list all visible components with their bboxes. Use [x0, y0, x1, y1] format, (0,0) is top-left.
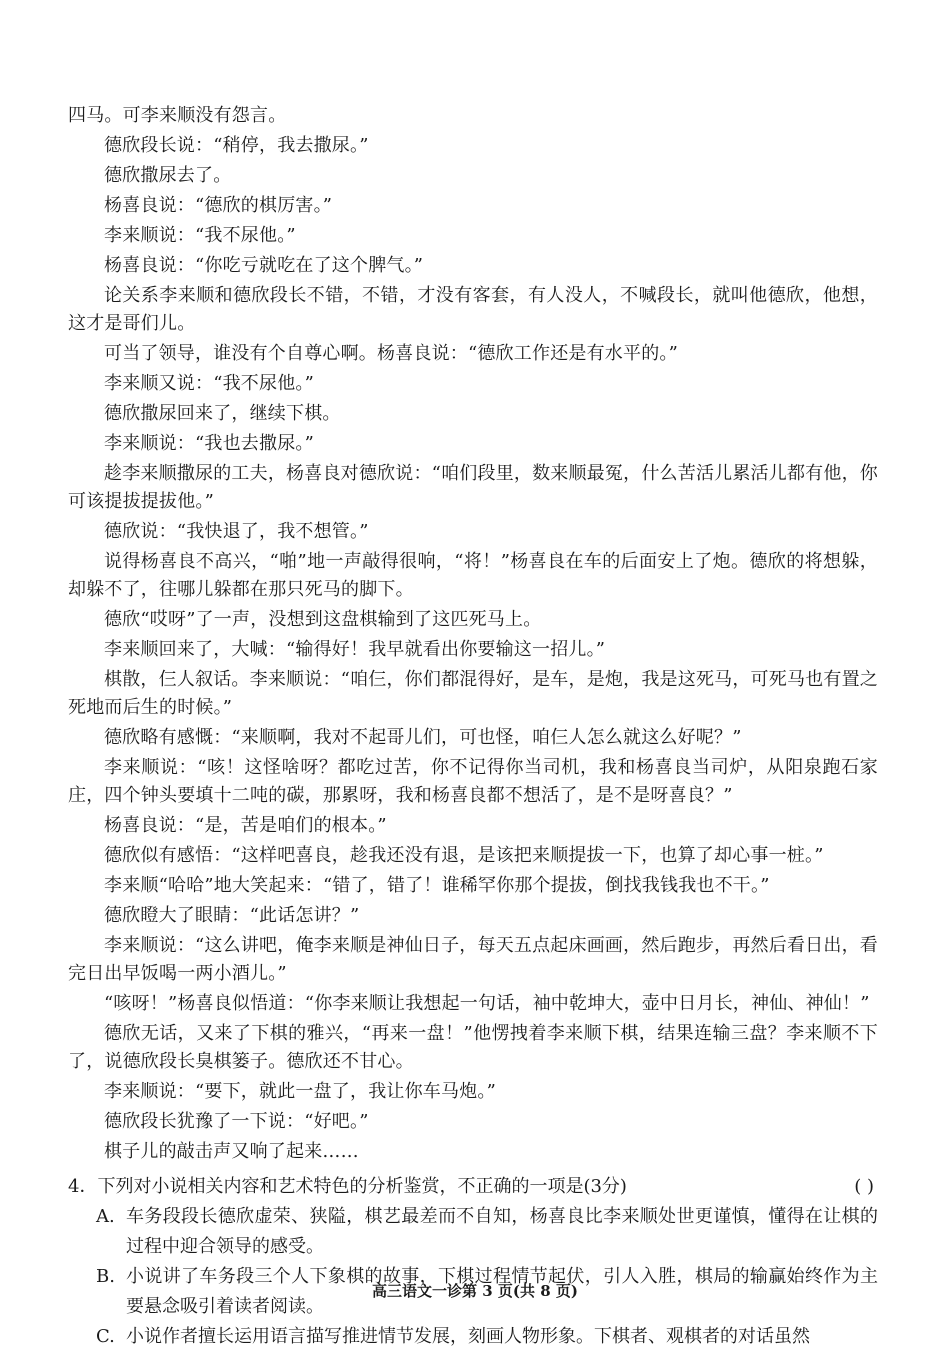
option-letter: A.	[96, 1206, 115, 1227]
option-text: 小说讲了车务段三个人下象棋的故事，下棋过程情节起伏，引人入胜，棋局的输赢始终作为主要悬念吸引着读者阅读。	[126, 1266, 878, 1317]
story-paragraph: 德欣无话，又来了下棋的雅兴，“再来一盘！”他愣拽着李来顺下棋，结果连输三盘？李来顺不下了，说德欣段长臭棋篓子。德欣还不甘心。	[68, 1023, 878, 1072]
story-paragraph: 李来顺说：“我也去撒尿。”	[104, 433, 315, 454]
story-paragraph: 李来顺又说：“我不尿他。”	[104, 373, 315, 394]
story-paragraph: “咳呀！”杨喜良似悟道：“你李来顺让我想起一句话，袖中乾坤大，壶中日月长，神仙、神仙！”	[104, 993, 870, 1014]
story-paragraph: 棋散，仨人叙话。李来顺说：“咱仨，你们都混得好，是车，是炮，我是这死马，可死马也有置之死地而后生的时候。”	[68, 669, 878, 718]
option-letter: B.	[96, 1266, 115, 1287]
story-paragraph: 德欣“哎呀”了一声，没想到这盘棋输到了这匹死马上。	[104, 609, 542, 630]
story-paragraph: 杨喜良说：“德欣的棋厉害。”	[104, 195, 333, 216]
story-paragraph: 德欣似有感悟：“这样吧喜良，趁我还没有退，是该把来顺提拔一下，也算了却心事一桩。”	[104, 845, 824, 866]
answer-option	[68, 1322, 878, 1352]
story-paragraph: 李来顺说：“要下，就此一盘了，我让你车马炮。”	[104, 1081, 497, 1102]
answer-bracket: ( )	[854, 1176, 874, 1197]
story-paragraph: 李来顺说：“这么讲吧，俺李来顺是神仙日子，每天五点起床画画，然后跑步，再然后看日出，看完日出早饭喝一两小酒儿。”	[68, 935, 878, 984]
story-paragraph: 趁李来顺撒尿的工夫，杨喜良对德欣说：“咱们段里，数来顺最冤，什么苦活儿累活儿都有他，你可该提拔提拔他。”	[68, 463, 878, 512]
story-paragraph: 杨喜良说：“你吃亏就吃在了这个脾气。”	[104, 255, 424, 276]
option-text: 小说作者擅长运用语言描写推进情节发展，刻画人物形象。下棋者、观棋者的对话虽然	[126, 1326, 810, 1347]
question-4	[68, 1172, 878, 1352]
story-paragraph: 说得杨喜良不高兴，“啪”地一声敲得很响，“将！”杨喜良在车的后面安上了炮。德欣的将想躲，却躲不了，往哪儿躲都在那只死马的脚下。	[68, 551, 878, 600]
story-paragraph: 杨喜良说：“是，苦是咱们的根本。”	[104, 815, 387, 836]
option-letter: C.	[96, 1326, 115, 1347]
story-paragraph: 德欣瞪大了眼睛：“此话怎讲？”	[104, 905, 360, 926]
story-paragraph: 德欣段长犹豫了一下说：“好吧。”	[104, 1111, 369, 1132]
story-paragraph: 李来顺说：“咳！这怪啥呀？都吃过苦，你不记得你当司机，我和杨喜良当司炉，从阳泉跑石家庄，四个钟头要填十二吨的碳，那累呀，我和杨喜良都不想活了，是不是呀喜良？”	[68, 757, 878, 806]
story-paragraph: 论关系李来顺和德欣段长不错，不错，才没有客套，有人没人，不喊段长，就叫他德欣，他想，这才是哥们儿。	[68, 285, 878, 334]
story-paragraph: 德欣段长说：“稍停，我去撒尿。”	[104, 135, 369, 156]
question-stem-text: 4．下列对小说相关内容和艺术特色的分析鉴赏，不正确的一项是(3分)	[68, 1176, 627, 1197]
story-paragraph: 德欣说：“我快退了，我不想管。”	[104, 521, 369, 542]
story-paragraph: 德欣撒尿去了。	[104, 165, 232, 186]
story-paragraph: 李来顺“哈哈”地大笑起来：“错了，错了！谁稀罕你那个提拔，倒找我钱我也不干。”	[104, 875, 770, 896]
story-paragraph: 德欣撒尿回来了，继续下棋。	[104, 403, 341, 424]
option-text: 车务段段长德欣虚荣、狭隘，棋艺最差而不自知，杨喜良比李来顺处世更谨慎，懂得在让棋的过程中迎合领导的感受。	[126, 1206, 878, 1257]
story-paragraph: 棋子儿的敲击声又响了起来……	[104, 1141, 359, 1162]
answer-option	[68, 1202, 878, 1262]
question-stem	[68, 1172, 878, 1202]
story-text	[68, 102, 878, 1352]
story-paragraph: 四马。可李来顺没有怨言。	[68, 105, 287, 126]
story-paragraph: 德欣略有感慨：“来顺啊，我对不起哥儿们，可也怪，咱仨人怎么就这么好呢？”	[104, 727, 742, 748]
page-footer: 高三语文一诊第 3 页(共 8 页)	[372, 1282, 578, 1300]
story-paragraph: 李来顺回来了，大喊：“输得好！我早就看出你要输这一招儿。”	[104, 639, 606, 660]
story-paragraph: 李来顺说：“我不尿他。”	[104, 225, 296, 246]
story-paragraph: 可当了领导，谁没有个自尊心啊。杨喜良说：“德欣工作还是有水平的。”	[104, 343, 679, 364]
